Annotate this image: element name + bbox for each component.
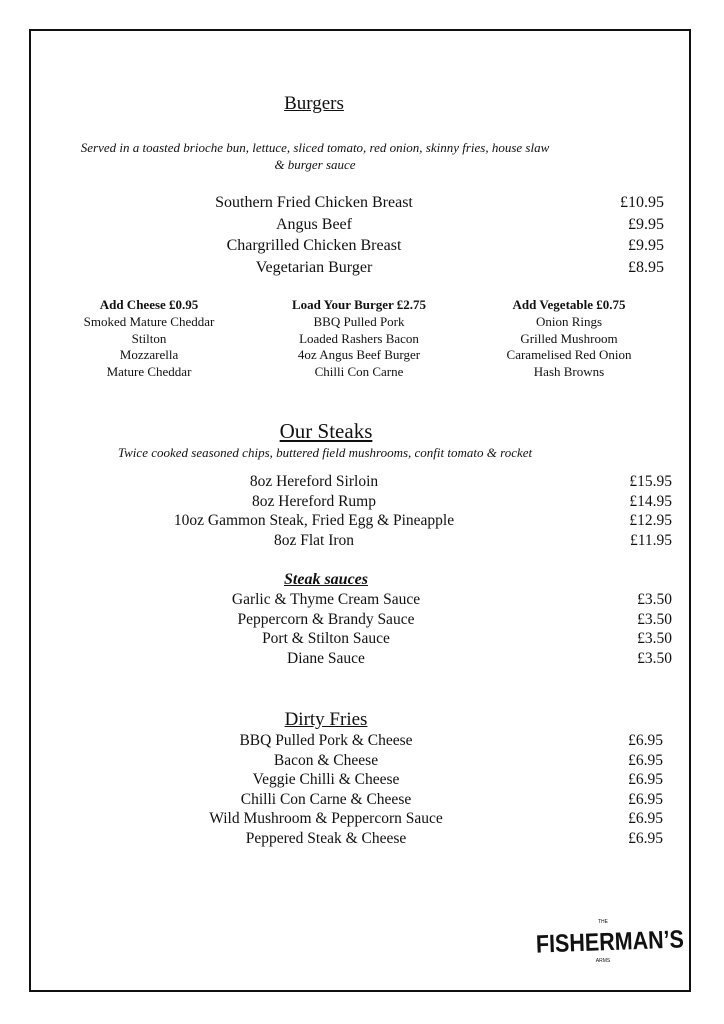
addon-column-vegetable <box>474 297 664 381</box>
menu-item-name: Angus Beef <box>276 215 352 233</box>
menu-item-name: 8oz Hereford Sirloin <box>249 473 379 490</box>
menu-item-price: £6.95 <box>628 751 663 769</box>
sauces-prices <box>596 590 672 668</box>
addon-option: Mozzarella <box>119 347 179 363</box>
steaks-title: Our Steaks <box>279 419 373 443</box>
menu-item-name: Southern Fried Chicken Breast <box>215 194 413 211</box>
fries-title: Dirty Fries <box>284 709 368 730</box>
menu-item-name: Bacon & Cheese <box>273 751 379 769</box>
burgers-title: Burgers <box>284 93 344 114</box>
menu-item-price: £12.95 <box>629 512 672 530</box>
steaks-list <box>129 472 499 550</box>
sauces-list <box>176 590 476 668</box>
addon-option: Stilton <box>131 330 167 346</box>
menu-item-name: Veggie Chilli & Cheese <box>252 771 400 789</box>
addon-option: Chilli Con Carne <box>314 364 404 380</box>
logo-top-text: THE <box>598 919 608 925</box>
menu-item-price: £6.95 <box>628 771 663 789</box>
menu-item-price: £6.95 <box>628 829 663 847</box>
menu-item-price: £15.95 <box>629 473 672 490</box>
menu-item-price: £14.95 <box>629 492 672 510</box>
steaks-subtitle: Twice cooked seasoned chips, buttered field mushrooms, confit tomato & rocket <box>117 445 533 460</box>
menu-item-name: Port & Stilton Sauce <box>262 630 390 648</box>
addon-option: 4oz Angus Beef Burger <box>297 347 421 363</box>
burgers-subtitle <box>40 139 590 173</box>
menu-item-name: Peppercorn & Brandy Sauce <box>237 610 415 628</box>
addon-option: Loaded Rashers Bacon <box>299 330 419 346</box>
menu-item-price: £3.50 <box>637 630 672 648</box>
fries-prices <box>586 731 663 849</box>
menu-item-price: £11.95 <box>629 531 672 549</box>
addon-heading: Add Cheese £0.95 <box>99 297 199 312</box>
addon-option: Mature Cheddar <box>106 364 192 380</box>
menu-item-price: £6.95 <box>628 810 663 828</box>
logo-bottom-text: ARMS <box>595 958 611 964</box>
burgers-subtitle-line2: & burger sauce <box>274 157 356 172</box>
burgers-list <box>164 192 464 278</box>
addon-option: Grilled Mushroom <box>520 330 618 346</box>
burgers-prices <box>590 192 664 278</box>
addon-heading: Add Vegetable £0.75 <box>512 297 626 312</box>
addon-option: Caramelised Red Onion <box>506 347 632 363</box>
menu-item-name: Garlic & Thyme Cream Sauce <box>231 591 421 608</box>
addon-option: BBQ Pulled Pork <box>313 313 405 329</box>
fries-list <box>166 731 486 849</box>
menu-item-price: £3.50 <box>637 649 672 667</box>
menu-item-name: Vegetarian Burger <box>255 258 373 276</box>
menu-item-name: Peppered Steak & Cheese <box>245 829 407 847</box>
menu-item-price: £9.95 <box>628 237 664 254</box>
menu-item-name: Wild Mushroom & Peppercorn Sauce <box>209 810 443 828</box>
menu-item-name: BBQ Pulled Pork & Cheese <box>239 732 413 749</box>
addon-option: Hash Browns <box>533 364 605 380</box>
menu-item-name: 8oz Flat Iron <box>273 531 355 549</box>
menu-item-name: 8oz Hereford Rump <box>252 492 376 510</box>
menu-item-name: Chargrilled Chicken Breast <box>226 237 402 254</box>
sauces-title: Steak sauces <box>284 571 368 588</box>
addon-option: Smoked Mature Cheddar <box>83 313 215 329</box>
menu-item-name: 10oz Gammon Steak, Fried Egg & Pineapple <box>173 512 455 530</box>
menu-item-price: £6.95 <box>628 790 663 808</box>
steaks-prices <box>596 472 672 550</box>
menu-item-price: £8.95 <box>628 258 664 276</box>
menu-item-name: Diane Sauce <box>287 649 365 667</box>
menu-item-price: £9.95 <box>628 215 664 233</box>
menu-item-price: £6.95 <box>628 732 663 749</box>
fishermans-arms-logo <box>535 915 709 967</box>
addon-heading: Load Your Burger £2.75 <box>291 297 427 312</box>
menu-item-name: Chilli Con Carne & Cheese <box>240 790 412 808</box>
logo-main-text: FISHERMAN’S <box>535 924 709 959</box>
addon-column-load <box>264 297 454 381</box>
menu-item-price: £3.50 <box>637 591 672 608</box>
menu-item-price: £10.95 <box>620 194 664 211</box>
burgers-subtitle-line1: Served in a toasted brioche bun, lettuce, sliced tomato, red onion, skinny fries, house slaw <box>80 140 550 155</box>
menu-item-price: £3.50 <box>637 610 672 628</box>
addon-option: Onion Rings <box>535 313 603 329</box>
addon-column-cheese <box>54 297 244 381</box>
